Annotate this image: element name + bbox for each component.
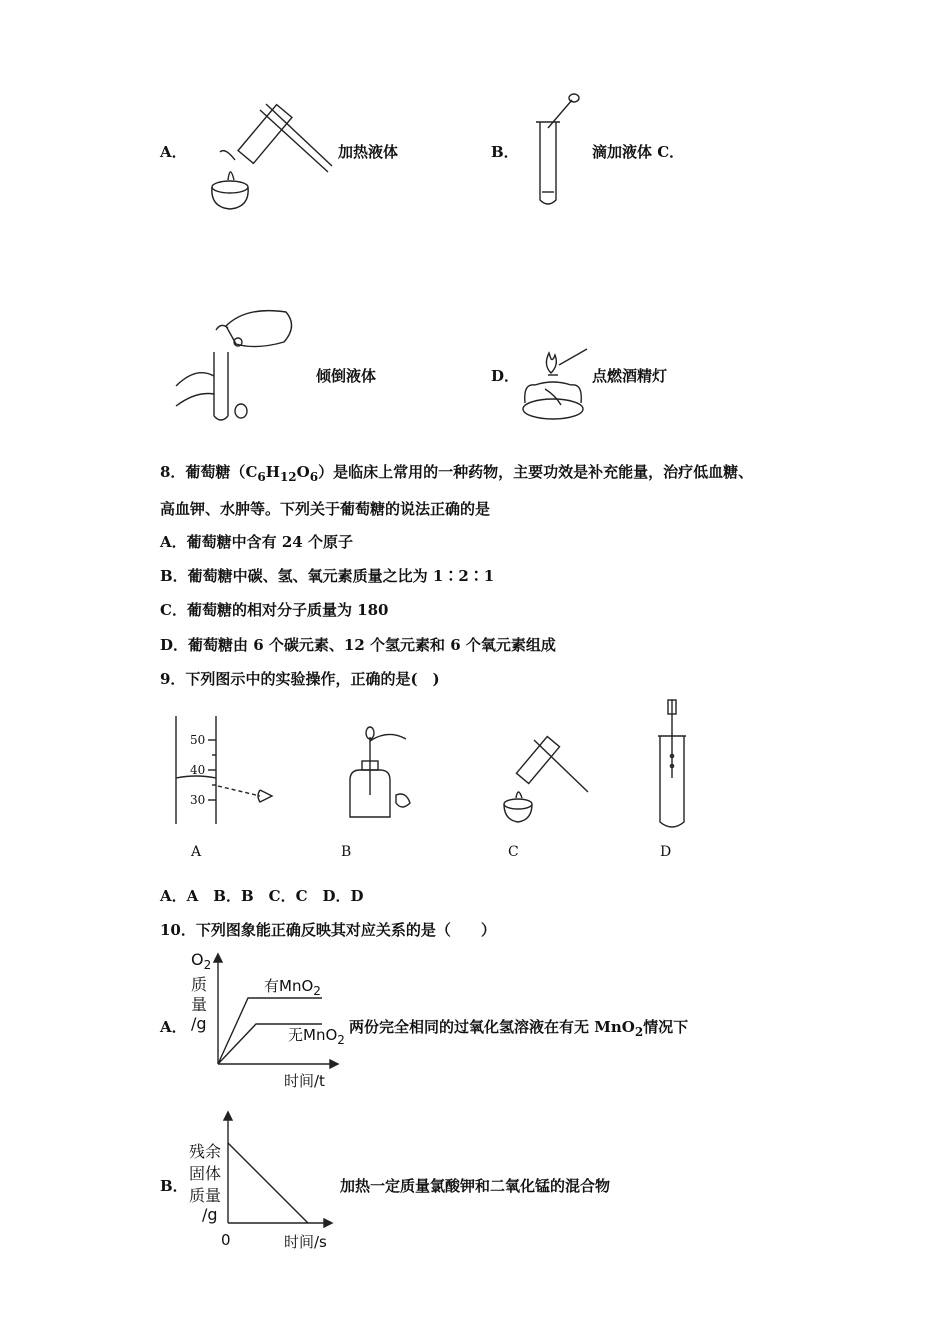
q9-answer-options: A．A B．B C．C D．D [160, 887, 364, 905]
q9-stem: 9．下列图示中的实验操作，正确的是( ) [160, 670, 440, 688]
q8-option-c: C．葡萄糖的相对分子质量为 180 [160, 601, 389, 619]
q10-option-b-text: 加热一定质量氯酸钾和二氧化锰的混合物 [340, 1177, 611, 1195]
cylinder-tick-40: 40 [190, 763, 206, 777]
dropping-liquid-illustration [530, 92, 590, 210]
graph-b-y-label-line-4: /g [202, 1205, 218, 1224]
graph-a-y-label-char-2: 量 [191, 995, 208, 1014]
graph-a-y-label-o2: $O_2$ [191, 950, 212, 973]
q8-option-b: B．葡萄糖中碳、氢、氧元素质量之比为 1∶2∶1 [160, 567, 495, 585]
graph-b-y-label-line-3: 质量 [189, 1186, 222, 1205]
q8-option-a: A．葡萄糖中含有 24 个原子 [160, 533, 353, 551]
q7-option-d-letter: D． [491, 367, 520, 385]
graph-b-y-label-line-2: 固体 [189, 1164, 222, 1183]
graph-b-origin: 0 [221, 1231, 231, 1249]
graph-b-y-arrow [224, 1112, 232, 1120]
graduated-cylinder-reading-illustration [168, 712, 288, 830]
q7-option-a-text: 加热液体 [338, 143, 399, 161]
q7-option-a-letter: A． [160, 143, 187, 161]
q7-option-b-letter: B． [491, 143, 519, 161]
heating-liquid-illustration [200, 92, 340, 217]
q9-fig-label-a: A [191, 844, 202, 860]
graph-a-axes-and-curves [212, 952, 342, 1072]
dropper-in-test-tube-illustration [652, 698, 692, 833]
q8-option-d: D．葡萄糖由 6 个碳元素、12 个氢元素和 6 个氧元素组成 [160, 636, 556, 654]
graph-b-x-label: 时间/s [284, 1233, 327, 1251]
q9-fig-label-c: C [508, 844, 519, 860]
graph-b-mass-line [228, 1143, 308, 1223]
graph-a-x-arrow [330, 1060, 338, 1068]
graph-a-x-label: 时间/t [284, 1072, 325, 1090]
pouring-liquid-illustration [166, 296, 311, 426]
q7-option-d-text: 点燃酒精灯 [592, 367, 668, 385]
dropper-into-bottle-illustration [340, 725, 415, 825]
cylinder-tick-50: 50 [190, 733, 206, 747]
graph-a-label-with-mno2: 有MnO$_2$ [264, 977, 321, 998]
graph-b-x-arrow [324, 1219, 332, 1227]
heating-test-tube-illustration [498, 728, 598, 828]
graph-a-y-label-char-3: /g [191, 1014, 207, 1033]
q8-stem-line2: 高血钾、水肿等。下列关于葡萄糖的说法正确的是 [160, 500, 491, 518]
q8-stem-line1: 8．葡萄糖$(C_6H_{12}O_6)$是临床上常用的一种药物，主要功效是补充能量，治疗低血糖、 [160, 463, 754, 484]
graph-a-label-without-mno2: 无MnO$_2$ [288, 1026, 345, 1047]
cylinder-tick-30: 30 [190, 793, 206, 807]
q10-option-a-text: 两份完全相同的过氧化氢溶液在有无 MnO$_2$情况下 [349, 1018, 689, 1039]
lighting-alcohol-lamp-illustration [515, 343, 595, 425]
q10-stem: 10．下列图象能正确反映其对应关系的是（ ） [160, 921, 496, 939]
graph-b-axes-and-line [222, 1110, 342, 1230]
graph-b-y-label-line-1: 残余 [189, 1142, 222, 1161]
graph-a-y-arrow [214, 954, 222, 962]
q10-option-b-letter: B． [160, 1177, 188, 1195]
q9-fig-label-b: B [341, 844, 352, 860]
q7-option-c-text: 倾倒液体 [316, 367, 377, 385]
q7-option-b-text: 滴加液体 C． [592, 143, 685, 161]
q10-option-a-letter: A． [160, 1018, 187, 1036]
graph-a-y-label-char-1: 质 [191, 975, 208, 994]
q9-fig-label-d: D [660, 844, 672, 860]
